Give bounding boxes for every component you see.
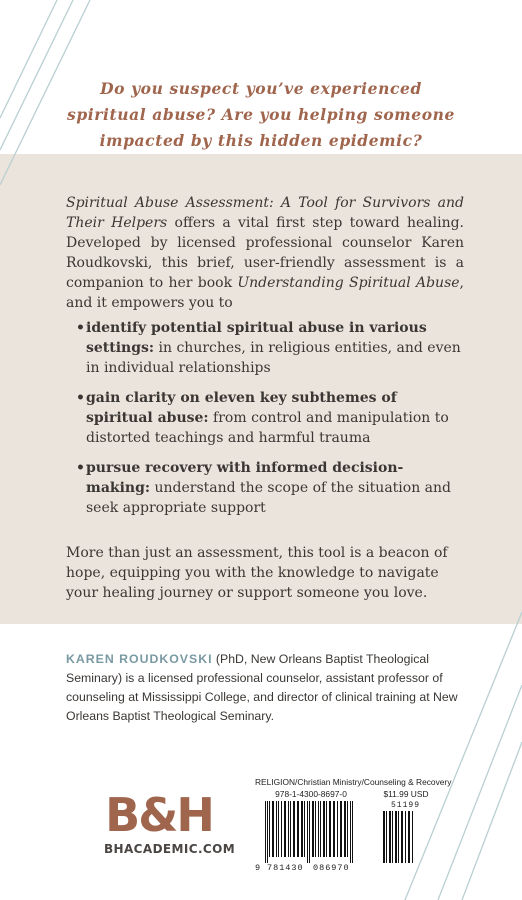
benefit-text: from control and manipulation to distorted teachings and harmful trauma [86, 410, 449, 446]
barcode-bar [395, 811, 397, 863]
price-label: $11.99 USD [383, 789, 429, 799]
book-title: Spiritual Abuse Assessment: A Tool for Survivors and Their Helpers [66, 195, 464, 231]
benefit-text: understand the scope of the situation and seek appropriate support [86, 480, 451, 516]
bisac-category: RELIGION/Christian Ministry/Counseling & Recovery [255, 777, 452, 787]
barcode-bar [315, 801, 316, 857]
barcode-bar [352, 801, 353, 863]
closing-paragraph: More than just an assessment, this tool is a beacon of hope, equipping you with the knowledge to navigate your healing journey or support someone you love. [66, 545, 448, 601]
hook-line: impacted by this hidden epidemic? [99, 131, 423, 150]
barcode-bar [401, 811, 403, 863]
barcode-bar [412, 811, 413, 863]
barcode-bar [288, 801, 289, 857]
barcode-bar [309, 801, 310, 863]
publisher-website: BHACADEMIC.COM [104, 842, 236, 856]
barcode-bar [276, 801, 277, 857]
benefit-lead: pursue recovery with informed decision-making: [86, 460, 404, 496]
barcode-bar [278, 801, 279, 857]
benefit-lead: gain clarity on eleven key subthemes of spiritual abuse: [86, 390, 397, 426]
benefit-list [76, 318, 464, 528]
barcode-bar [350, 801, 351, 863]
barcode-bar [392, 811, 393, 863]
barcode-digit-first: 9 [255, 863, 261, 873]
barcode-bar [344, 801, 346, 857]
author-bio [66, 650, 466, 726]
intro-paragraph [66, 193, 464, 313]
benefit-text: in churches, in religious entities, and even in individual relationships [86, 340, 461, 376]
barcode-bar [398, 811, 399, 863]
barcode-bar [333, 801, 335, 857]
publisher-logo-mark: B&H [105, 788, 213, 842]
barcode-bar [290, 801, 291, 857]
intro-text: offers a vital first step toward healing. Developed by licensed professional counselor Karen Roudkovski, this brief, user-friendly assessment is a companion to her book [66, 215, 465, 291]
barcode-bar [408, 811, 410, 863]
hook-line: Do you suspect you’ve experienced [100, 79, 422, 98]
barcode-bar [383, 811, 385, 863]
barcode-bar [312, 801, 314, 857]
publisher-logo [104, 788, 236, 856]
barcode-bar [272, 801, 274, 857]
barcode-bar [293, 801, 295, 857]
barcode-block [255, 777, 452, 873]
barcode-bar [329, 801, 331, 857]
benefit-item: • gain clarity on eleven key subthemes of spiritual abuse: from control and manipulation to distorted teachings and harmful trauma [76, 390, 449, 446]
benefit-item: • pursue recovery with informed decision-making: understand the scope of the situation and seek appropriate support [76, 460, 451, 516]
barcode-bar [304, 801, 305, 857]
barcode-bar [267, 801, 268, 863]
benefit-item: • identify potential spiritual abuse in various settings: in churches, in religious entities, and even in individual relationships [76, 320, 461, 376]
barcode-bar [337, 801, 338, 857]
intro-text: , and it empowers you to [66, 275, 464, 311]
author-bio-text: (PhD, New Orleans Baptist Theological Seminary) is a licensed professional counselor, assistant professor of counseling at Mississippi College, and director of clinical training at New Orleans Baptist Theological Seminary. [66, 652, 458, 723]
barcode-digit-group: 781430 [267, 863, 304, 873]
barcode-bar [281, 801, 282, 857]
barcode-bar [265, 801, 266, 863]
author-name: KAREN ROUDKOVSKI [66, 652, 213, 666]
barcode-bar [347, 801, 348, 857]
barcode-bar [405, 811, 406, 863]
barcode-bar [320, 801, 321, 857]
barcode-image [255, 801, 435, 865]
companion-book-title: Understanding Spiritual Abuse [237, 275, 460, 291]
barcode-bar [389, 811, 391, 863]
hook-line: spiritual abuse? Are you helping someone [67, 105, 455, 124]
barcode-bar [326, 801, 327, 857]
barcode-addon-digits: 51199 [391, 801, 421, 810]
barcode-bar [323, 801, 325, 857]
barcode-bar [284, 801, 286, 857]
benefit-lead: identify potential spiritual abuse in various settings: [86, 320, 427, 356]
hook-question [40, 76, 482, 154]
barcode-bar [340, 801, 342, 857]
barcode-bar [269, 801, 270, 857]
barcode-bar [301, 801, 303, 857]
barcode-bar [386, 811, 387, 863]
barcode-digit-group: 086970 [313, 863, 350, 873]
barcode-bar [297, 801, 299, 857]
barcode-bar [307, 801, 308, 863]
barcode-bar [318, 801, 319, 857]
isbn-number: 978-1-4300-8697-0 [275, 789, 347, 799]
